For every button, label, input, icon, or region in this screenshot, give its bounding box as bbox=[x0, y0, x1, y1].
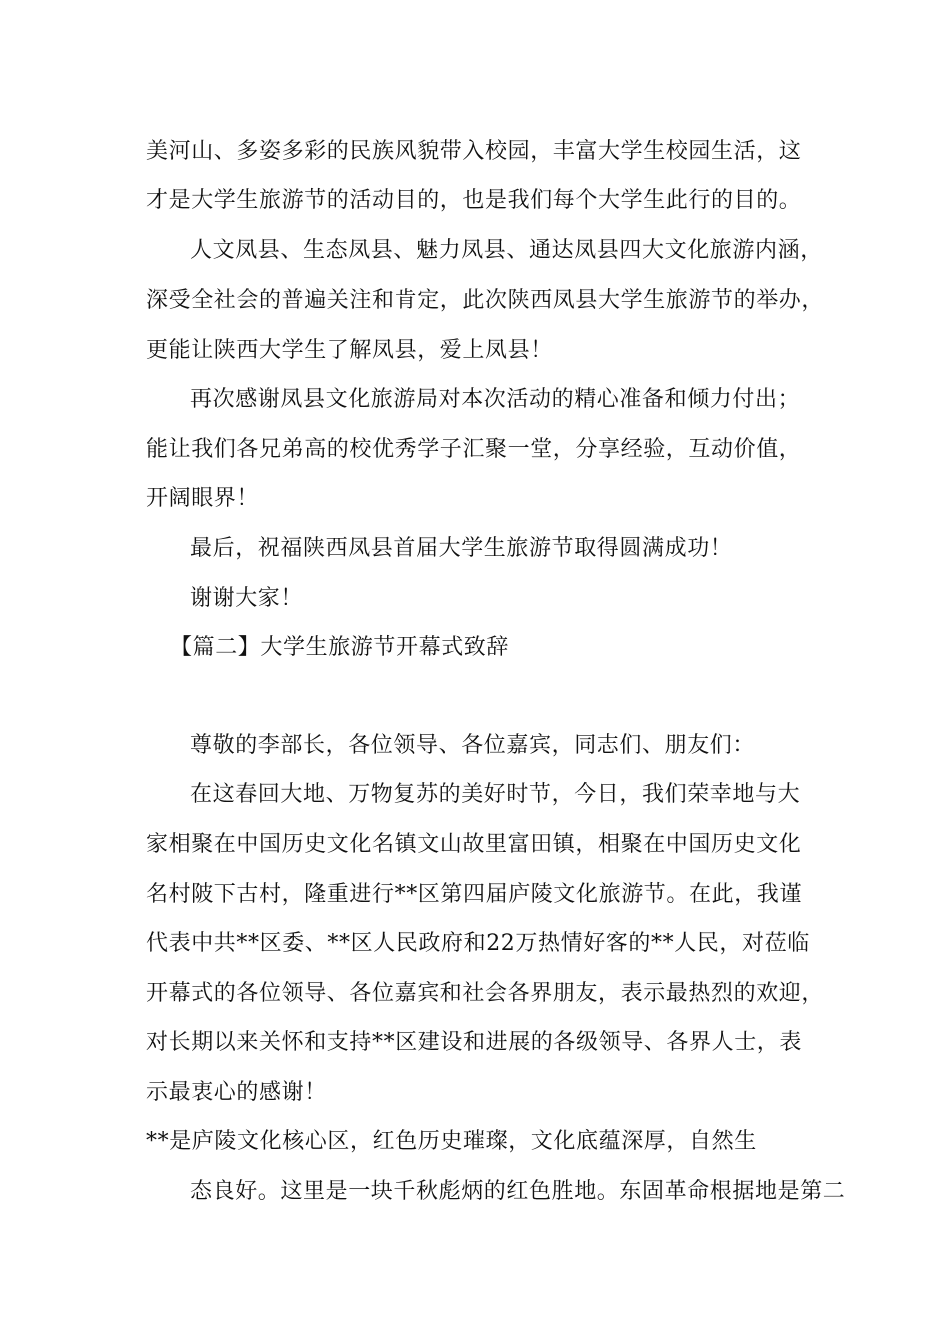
paragraph-line: 最后，祝福陕西凤县首届大学生旅游节取得圆满成功！ bbox=[190, 536, 733, 561]
paragraph-line: **是庐陵文化核心区，红色历史璀璨，文化底蕴深厚，自然生 bbox=[146, 1129, 757, 1154]
paragraph-line: 能让我们各兄弟高的校优秀学子汇聚一堂，分享经验，互动价值， bbox=[146, 437, 802, 462]
paragraph-line: 美河山、多姿多彩的民族风貌带入校园，丰富大学生校园生活，这 bbox=[146, 139, 802, 164]
section-heading: 【篇二】大学生旅游节开幕式致辞 bbox=[170, 635, 510, 660]
paragraph-line: 人文凤县、生态凤县、魅力凤县、通达凤县四大文化旅游内涵， bbox=[190, 238, 823, 263]
paragraph-line: 开阔眼界！ bbox=[146, 486, 260, 511]
paragraph-line: 对长期以来关怀和支持**区建设和进展的各级领导、各界人士，表 bbox=[146, 1030, 803, 1055]
paragraph-line: 更能让陕西大学生了解凤县，爱上凤县！ bbox=[146, 338, 553, 363]
paragraph-line: 名村陂下古村，隆重进行**区第四届庐陵文化旅游节。在此，我谨 bbox=[146, 882, 803, 907]
paragraph-line: 家相聚在中国历史文化名镇文山故里富田镇，相聚在中国历史文化 bbox=[146, 832, 802, 857]
paragraph-line: 再次感谢凤县文化旅游局对本次活动的精心准备和倾力付出； bbox=[190, 387, 801, 412]
paragraph-line: 在这春回大地、万物复苏的美好时节，今日，我们荣幸地与大 bbox=[190, 782, 801, 807]
salutation-line: 尊敬的李部长，各位领导、各位嘉宾，同志们、朋友们： bbox=[190, 733, 756, 758]
paragraph-line: 开幕式的各位领导、各位嘉宾和社会各界朋友，表示最热烈的欢迎， bbox=[146, 981, 825, 1006]
paragraph-line: 示最衷心的感谢！ bbox=[146, 1080, 327, 1105]
paragraph-line: 谢谢大家！ bbox=[190, 586, 304, 611]
paragraph-line: 态良好。这里是一块千秋彪炳的红色胜地。东固革命根据地是第二 bbox=[190, 1179, 846, 1204]
paragraph-line: 才是大学生旅游节的活动目的，也是我们每个大学生此行的目的。 bbox=[146, 188, 802, 213]
paragraph-line: 代表中共**区委、**区人民政府和22万热情好客的**人民，对莅临 bbox=[146, 931, 810, 956]
paragraph-line: 深受全社会的普遍关注和肯定，此次陕西凤县大学生旅游节的举办， bbox=[146, 288, 825, 313]
